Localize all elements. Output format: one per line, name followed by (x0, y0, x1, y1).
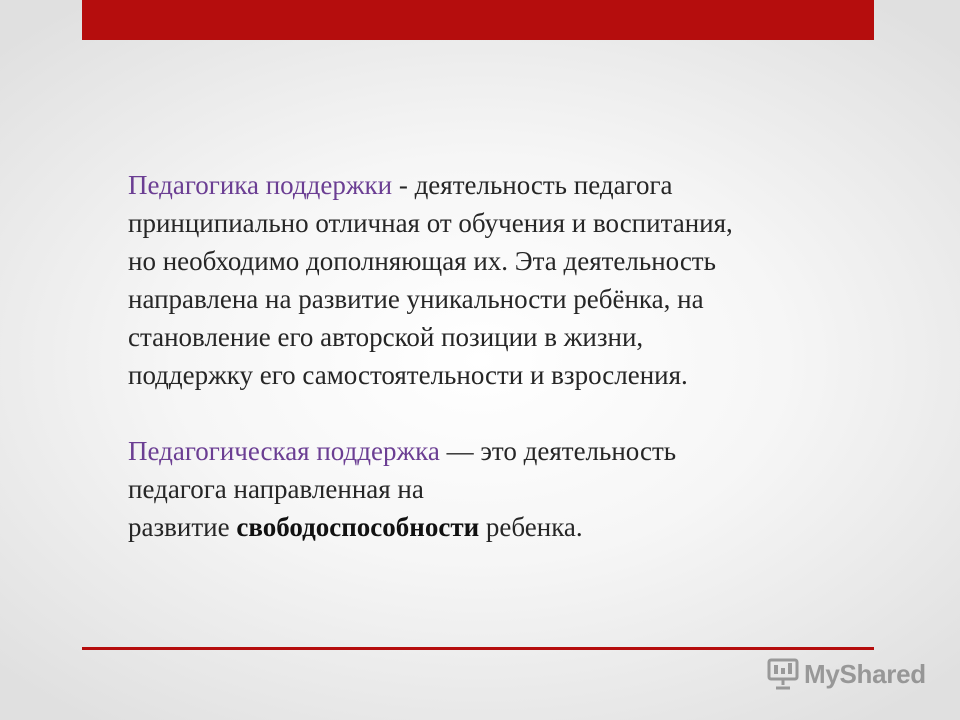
line-3-suffix: ребенка. (479, 512, 583, 542)
line-1-rest: — это деятельность (439, 436, 677, 466)
paragraph-pedagogy-of-support (128, 166, 888, 394)
line-3 (128, 512, 583, 542)
bold-term-freedom-ability: свободоспособности (236, 512, 480, 542)
line-5: становление его авторской позиции в жизни, (128, 322, 644, 352)
line-6: поддержку его самостоятельности и взросления. (128, 360, 688, 390)
line-2: принципиально отличная от обучения и воспитания, (128, 208, 733, 238)
term-pedagogy-of-support: Педагогика поддержки (128, 170, 393, 200)
term-pedagogical-support: Педагогическая поддержка (128, 436, 440, 466)
line-1-rest: - деятельность педагога (392, 170, 673, 200)
slide-content (128, 166, 888, 546)
line-1 (128, 170, 673, 200)
presentation-board-icon (766, 658, 800, 690)
line-1 (128, 436, 676, 466)
top-accent-bar (82, 0, 874, 40)
line-2: педагога направленная на (128, 474, 424, 504)
watermark-text: MyShared (804, 658, 926, 689)
line-3: но необходимо дополняющая их. Эта деятельность (128, 246, 716, 276)
bottom-accent-rule (82, 647, 874, 650)
myshared-watermark (766, 656, 926, 692)
line-3-prefix: развитие (128, 512, 237, 542)
line-4: направлена на развитие уникальности ребёнка, на (128, 284, 704, 314)
paragraph-pedagogical-support (128, 432, 888, 546)
